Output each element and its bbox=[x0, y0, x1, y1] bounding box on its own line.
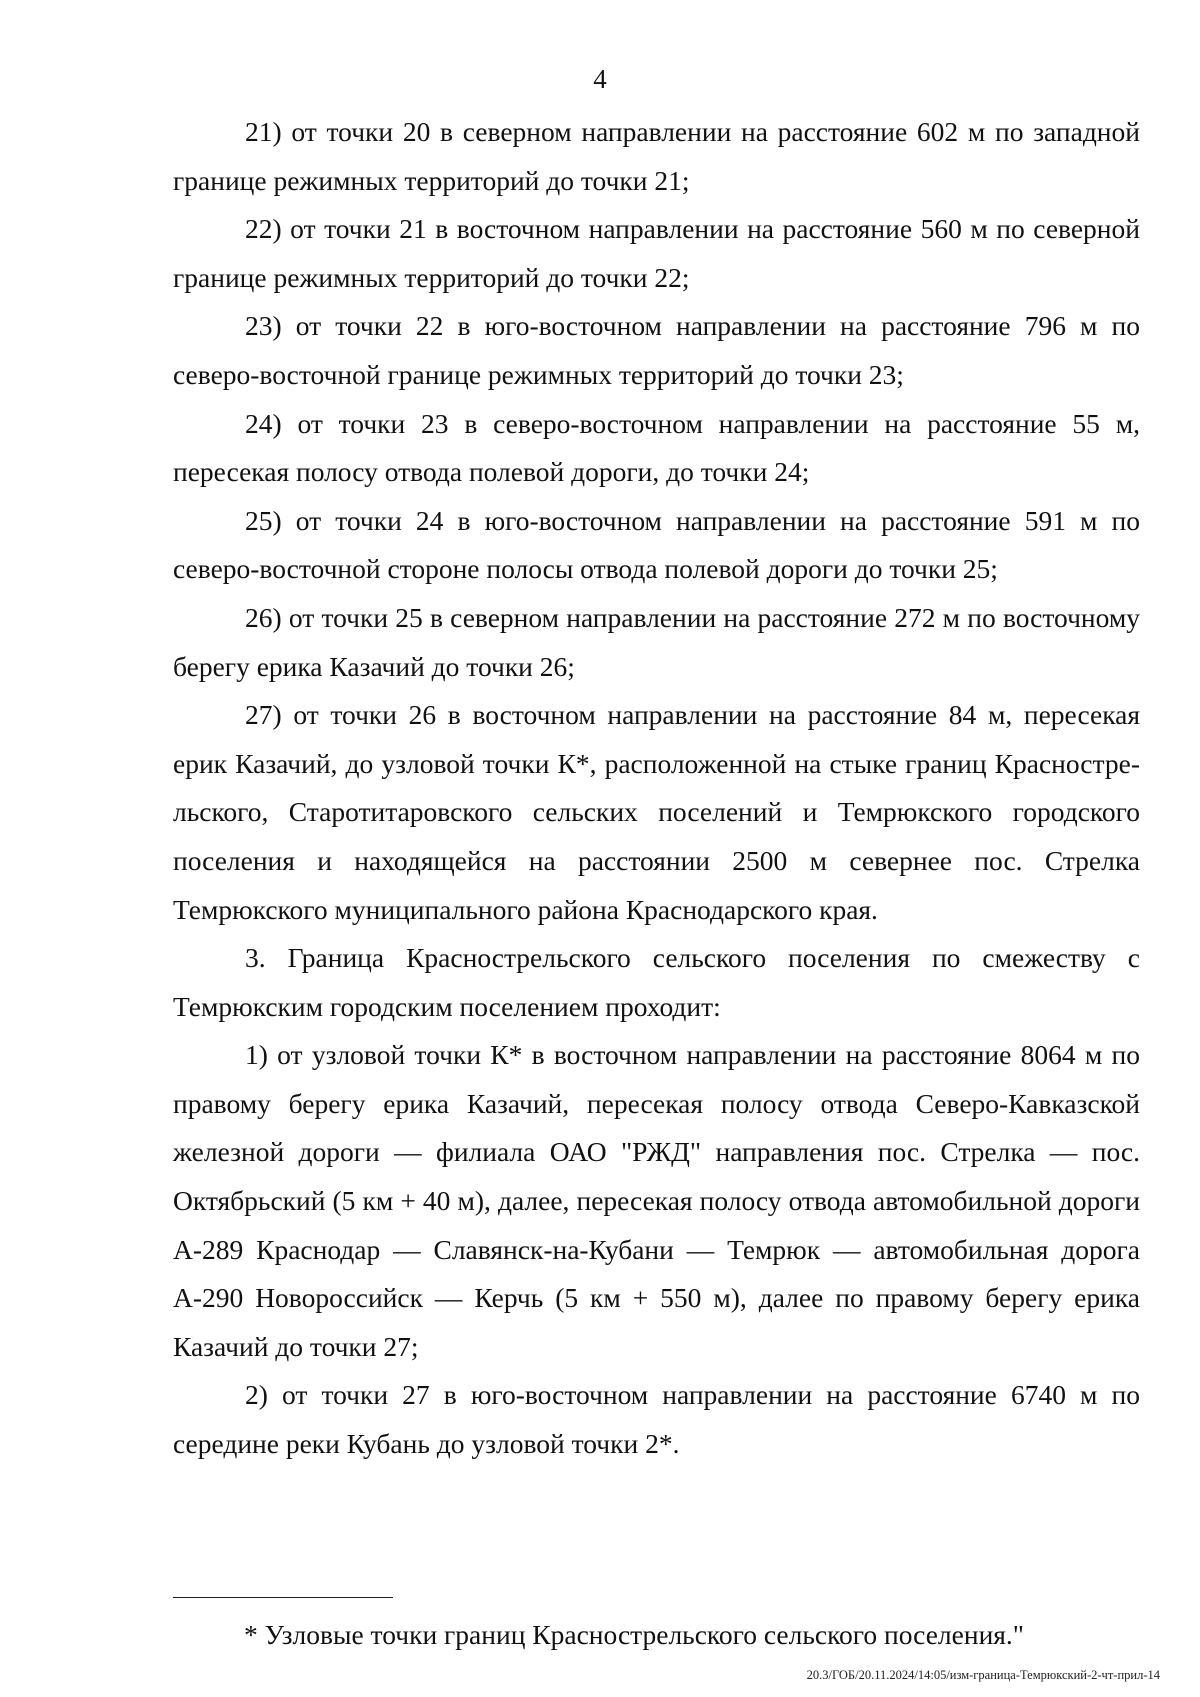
paragraph-item-27: 27) от точки 26 в восточном направлении на расстояние 84 м, пересекая ерик Казачий, до узловой точки К*, расположенной на стыке границ Краснострельского, Старотитаровского сельских поселений и Темрюкского городского поселения и находящейся на расстоянии 2500 м севернее пос. Стрелка Темрюкского муниципального района Краснодарского края. bbox=[173, 699, 1140, 925]
paragraph-item-26: 26) от точки 25 в северном направлении на расстояние 272 м по восточному берегу ерика Казачий до точки 26; bbox=[173, 601, 1140, 682]
paragraph-item-section3-2: 2) от точки 27 в юго-восточном направлении на расстояние 6740 м по середине реки Кубань до узловой точки 2*. bbox=[173, 1379, 1140, 1460]
paragraph-item-25: 25) от точки 24 в юго-восточном направлении на расстояние 591 м по северо-восточной стороне полосы отвода полевой дороги до точки 25; bbox=[173, 504, 1140, 585]
footnote-divider bbox=[173, 1597, 393, 1598]
paragraph-item-section3-1: 1) от узловой точки К* в восточном направлении на расстояние 8064 м по правому берегу ерика Казачий, пересекая полосу отвода Северо-Кавказской железной дороги — филиала ОАО "РЖД" направления пос. Стрелка — пос. Октябрьский (5 км + 40 м), далее, пересекая полосу отвода автомобильной дороги А-289 Краснодар — Славянск-на-Кубани — Темрюк — автомобильная дорога А-290 Новороссийск — Керчь (5 км + 550 м), далее по правому берегу ерика Казачий до точки 27; bbox=[173, 1039, 1140, 1362]
page-number: 4 bbox=[593, 64, 607, 94]
footnote: * Узловые точки границ Краснострельского сельского поселения." bbox=[244, 1619, 1025, 1650]
document-file-stamp: 20.3/ГОБ/20.11.2024/14:05/изм-граница-Темрюкский-2-чт-прил-14 bbox=[806, 1668, 1160, 1682]
paragraph-item-23: 23) от точки 22 в юго-восточном направлении на расстояние 796 м по северо-восточной границе режимных территорий до точки 23; bbox=[173, 310, 1140, 390]
paragraph-item-21: 21) от точки 20 в северном направлении на расстояние 602 м по западной границе режимных территорий до точки 21; bbox=[173, 116, 1140, 196]
section-3-heading-paragraph: 3. Граница Краснострельского сельского поселения по смежеству с Темрюкским городским поселением проходит: bbox=[173, 942, 1140, 1022]
paragraph-item-22: 22) от точки 21 в восточном направлении на расстояние 560 м по северной границе режимных территорий до точки 22; bbox=[173, 213, 1140, 293]
document-body bbox=[173, 108, 1140, 1469]
paragraph-item-24: 24) от точки 23 в северо-восточном направлении на расстояние 55 м, пересекая полосу отвода полевой дороги, до точки 24; bbox=[173, 407, 1140, 488]
